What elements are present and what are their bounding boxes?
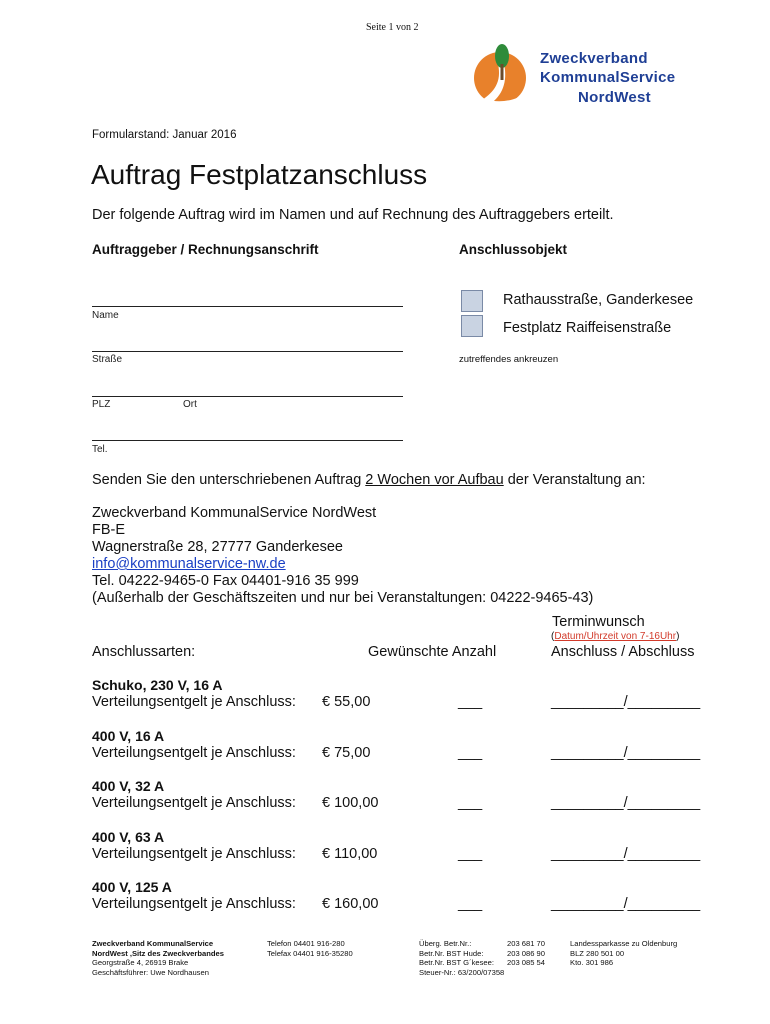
address-dept: FB-E xyxy=(92,522,126,538)
logo-line-1: Zweckverband xyxy=(540,50,648,67)
fee-label: Verteilungsentgelt je Anschluss: xyxy=(92,694,296,710)
quantity-field[interactable]: ___ xyxy=(458,694,483,710)
fee-price: € 75,00 xyxy=(322,745,371,761)
col-date-title: Terminwunsch xyxy=(552,614,645,630)
col-date-hint: (Datum/Uhrzeit von 7-16Uhr) xyxy=(551,631,680,642)
address-emergency: (Außerhalb der Geschäftszeiten und nur bei Veranstaltungen: 04222-9465-43) xyxy=(92,590,594,606)
tel-label: Tel. xyxy=(92,444,108,455)
connection-type: 400 V, 16 A xyxy=(92,728,165,744)
footer-registry-values: 203 681 70 203 086 90 203 085 54 xyxy=(507,939,546,968)
plz-city-field[interactable] xyxy=(92,396,403,397)
client-heading: Auftraggeber / Rechnungsanschrift xyxy=(92,242,319,257)
send-deadline: 2 Wochen vor Aufbau xyxy=(365,472,504,488)
street-field[interactable] xyxy=(92,351,403,352)
date-field[interactable]: _________/_________ xyxy=(551,795,701,811)
date-field[interactable]: _________/_________ xyxy=(551,694,701,710)
col-qty: Gewünschte Anzahl xyxy=(368,644,497,660)
date-field[interactable]: _________/_________ xyxy=(551,896,701,912)
tel-field[interactable] xyxy=(92,440,403,441)
address-street: Wagnerstraße 28, 27777 Ganderkesee xyxy=(92,539,343,555)
fee-price: € 160,00 xyxy=(322,896,379,912)
option-rathausstrasse: Rathausstraße, Ganderkesee xyxy=(503,292,694,308)
city-label: Ort xyxy=(183,399,197,410)
quantity-field[interactable]: ___ xyxy=(458,795,483,811)
checkbox-festplatz[interactable] xyxy=(461,315,483,337)
page-title: Auftrag Festplatzanschluss xyxy=(91,159,428,190)
connection-type: Schuko, 230 V, 16 A xyxy=(92,677,223,693)
logo-line-2: KommunalService xyxy=(540,69,676,86)
intro-text: Der folgende Auftrag wird im Namen und auf Rechnung des Auftraggebers erteilt. xyxy=(92,207,614,223)
name-field[interactable] xyxy=(92,306,403,307)
col-types: Anschlussarten: xyxy=(92,644,196,660)
date-field[interactable]: _________/_________ xyxy=(551,745,701,761)
checkbox-hint: zutreffendes ankreuzen xyxy=(459,354,559,365)
connection-type: 400 V, 125 A xyxy=(92,879,172,895)
fee-label: Verteilungsentgelt je Anschluss: xyxy=(92,745,296,761)
quantity-field[interactable]: ___ xyxy=(458,745,483,761)
address-org: Zweckverband KommunalService NordWest xyxy=(92,505,377,521)
footer-registry-labels: Überg. Betr.Nr.: Betr.Nr. BST Hude: Betr.Nr. BST G´kesee: Steuer-Nr.: 63/200/07358 xyxy=(419,939,505,977)
logo-line-3: NordWest xyxy=(578,89,651,106)
fee-label: Verteilungsentgelt je Anschluss: xyxy=(92,795,296,811)
date-field[interactable]: _________/_________ xyxy=(551,846,701,862)
logo-icon xyxy=(472,42,532,110)
footer-contact: Telefon 04401 916-280 Telefax 04401 916-35280 xyxy=(267,939,353,958)
address-phone: Tel. 04222-9465-0 Fax 04401-916 35 999 xyxy=(92,573,359,589)
footer-company: Zweckverband KommunalService NordWest ,Sitz des Zweckverbandes Georgstraße 4, 26919 Brake Geschäftsführer: Uwe Nordhausen xyxy=(92,939,224,977)
footer-bank: Landessparkasse zu Oldenburg BLZ 280 501 00 Kto. 301 986 xyxy=(570,939,678,968)
fee-label: Verteilungsentgelt je Anschluss: xyxy=(92,896,296,912)
option-festplatz: Festplatz Raiffeisenstraße xyxy=(503,320,672,336)
fee-label: Verteilungsentgelt je Anschluss: xyxy=(92,846,296,862)
street-label: Straße xyxy=(92,354,123,365)
send-instruction: Senden Sie den unterschriebenen Auftrag 2 Wochen vor Aufbau der Veranstaltung an: xyxy=(92,472,646,488)
col-date-sub: Anschluss / Abschluss xyxy=(551,644,695,660)
form-version: Formularstand: Januar 2016 xyxy=(92,129,237,141)
connection-type: 400 V, 32 A xyxy=(92,778,165,794)
plz-label: PLZ xyxy=(92,399,111,410)
fee-price: € 110,00 xyxy=(322,846,378,862)
quantity-field[interactable]: ___ xyxy=(458,896,483,912)
fee-price: € 100,00 xyxy=(322,795,379,811)
quantity-field[interactable]: ___ xyxy=(458,846,483,862)
checkbox-rathausstrasse[interactable] xyxy=(461,290,483,312)
fee-price: € 55,00 xyxy=(322,694,371,710)
connection-type: 400 V, 63 A xyxy=(92,829,165,845)
name-label: Name xyxy=(92,310,119,321)
email-link[interactable]: info@kommunalservice-nw.de xyxy=(92,556,286,572)
page-number: Seite 1 von 2 xyxy=(366,22,419,33)
object-heading: Anschlussobjekt xyxy=(459,242,568,257)
